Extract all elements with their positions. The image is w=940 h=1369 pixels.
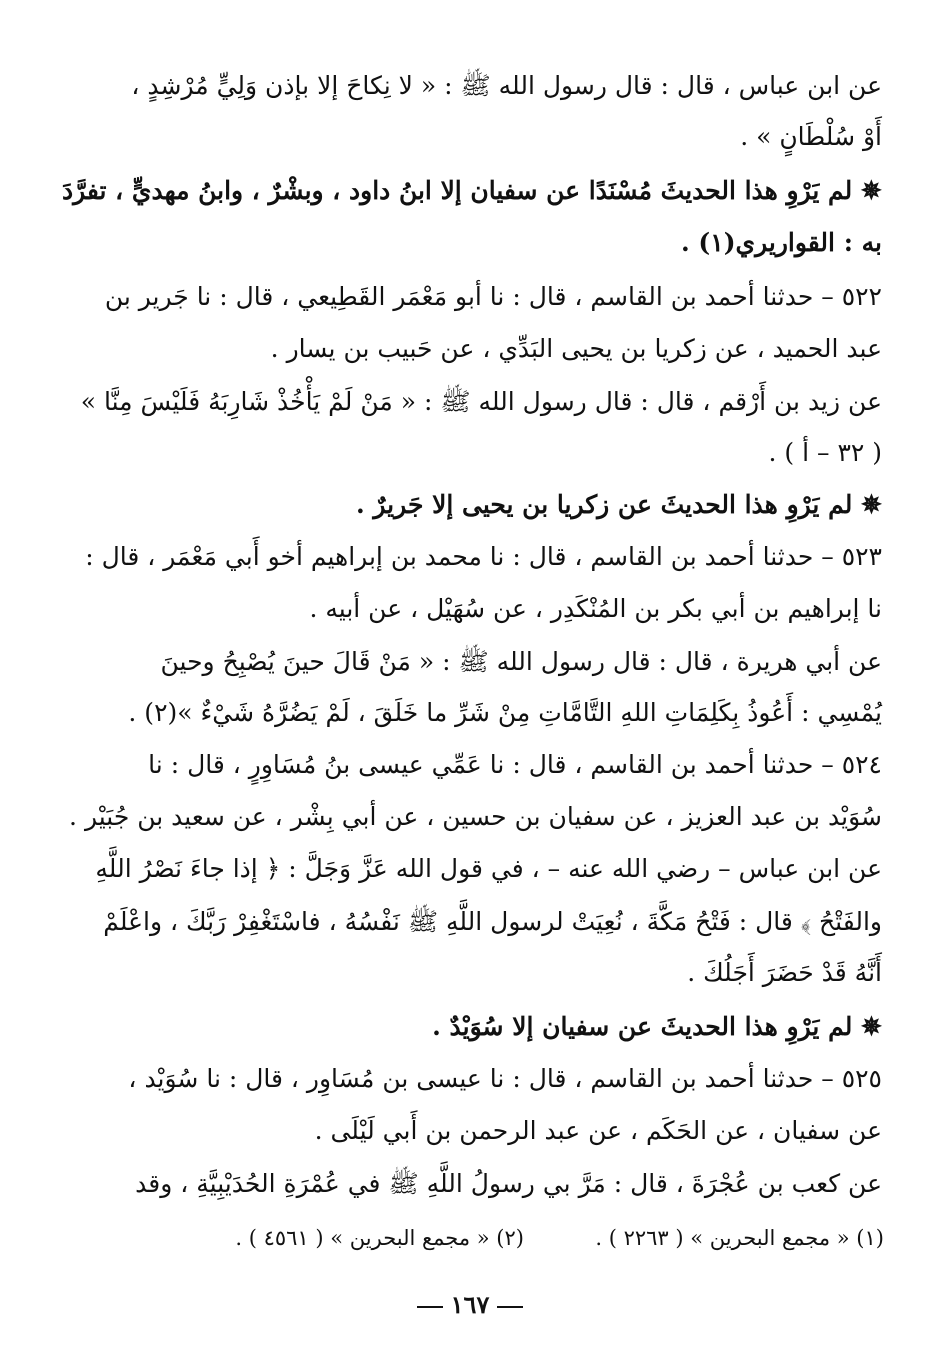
text-line: به : القواريري(١) . bbox=[681, 228, 882, 257]
text-line: عن ابن عباس – رضي الله عنه – ، في قول الله عَزَّ وَجَلَّ : ﴿ إذا جاءَ نَصْرُ اللَّهِ bbox=[95, 854, 882, 883]
text-line: ٥٢٤ – حدثنا أحمد بن القاسم ، قال : نا عَمِّي عيسى بنُ مُسَاوِرٍ ، قال : نا bbox=[148, 750, 882, 779]
text-line: ٥٢٢ – حدثنا أحمد بن القاسم ، قال : نا أبو مَعْمَر القَطِيعي ، قال : نا جَرير بن bbox=[104, 282, 882, 311]
text-line: ( ٣٢ – أ ) . bbox=[768, 438, 882, 467]
text-line: عن ابن عباس ، قال : قال رسول الله ﷺ : « لا نِكاحَ إلا بإذن وَلِيٍّ مُرْشِدٍ ، bbox=[131, 71, 882, 100]
page-number-text: ١٦٧ bbox=[450, 1290, 490, 1319]
text-line: أَنَّهُ قَدْ حَضَرَ أَجَلُكَ . bbox=[687, 958, 882, 987]
text-line: ٥٢٣ – حدثنا أحمد بن القاسم ، قال : نا محمد بن إبراهيم أخو أَبي مَعْمَر ، قال : bbox=[85, 542, 882, 571]
text-line: ✵ لم يَرْوِ هذا الحديثَ عن زكريا بن يحيى إلا جَريرٌ . bbox=[355, 490, 882, 519]
text-line: والفَتْحُ ﴾ قال : فَتْحُ مَكَّةَ ، نُعِيَتْ لرسول اللَّهِ ﷺ نَفْسُهُ ، فاسْتَغْفِرْ رَبَّكَ ، واعْلَمْ bbox=[103, 907, 882, 936]
text-line: ✵ لم يَرْوِ هذا الحديثَ مُسْنَدًا عن سفيان إلا ابنُ داود ، وبشْرٌ ، وابنُ مهديٍّ ، تفرَّدَ bbox=[62, 176, 882, 205]
text-line: عن سفيان ، عن الحَكَم ، عن عبد الرحمن بن أَبي لَيْلَى . bbox=[314, 1116, 882, 1145]
text-line: ٥٢٥ – حدثنا أحمد بن القاسم ، قال : نا عيسى بن مُسَاوِر ، قال : نا سُوَيْد ، bbox=[128, 1064, 882, 1093]
footnote-2: (٢) « مجمع البحرين » ( ٤٥٦١ ) . bbox=[235, 1226, 524, 1250]
text-line: عن زيد بن أَرْقم ، قال : قال رسول الله ﷺ : « مَنْ لَمْ يَأْخُذْ شَارِبَهُ فَلَيْسَ مِنَّا » bbox=[80, 387, 882, 416]
page-number-dash-left bbox=[497, 1306, 523, 1308]
text-line: عن أبي هريرة ، قال : قال رسول الله ﷺ : « مَنْ قَالَ حينَ يُصْبِحُ وحينَ bbox=[160, 647, 882, 676]
text-line: عبد الحميد ، عن زكريا بن يحيى البَدِّي ، عن حَبيب بن يسار . bbox=[270, 334, 882, 363]
text-line: سُوَيْد بن عبد العزيز ، عن سفيان بن حسين ، عن أبي بِشْر ، عن سعيد بن جُبَيْر . bbox=[69, 802, 882, 831]
text-line: عن كعب بن عُجْرَةَ ، قال : مَرَّ بي رسولُ اللَّهِ ﷺ في عُمْرَةِ الحُدَيْبِيَّةِ ، وقد bbox=[135, 1169, 882, 1198]
footnote-1: (١) « مجمع البحرين » ( ٢٢٦٣ ) . bbox=[595, 1226, 884, 1250]
text-line: يُمْسِي : أَعُوذُ بِكَلِمَاتِ اللهِ التَّامَّاتِ مِنْ شَرِّ ما خَلَقَ ، لَمْ يَضُرَّهُ شَيْءٌ »(٢) . bbox=[128, 698, 882, 727]
text-line: أَوْ سُلْطَانٍ » . bbox=[740, 122, 882, 151]
text-line: ✵ لم يَرْوِ هذا الحديثَ عن سفيان إلا سُوَيْدٌ . bbox=[432, 1012, 882, 1041]
page-number-dash-right bbox=[417, 1306, 443, 1308]
page-number bbox=[0, 1290, 940, 1319]
text-line: نا إبراهيم بن أبي بكر بن المُنْكَدِر ، عن سُهَيْل ، عن أبيه . bbox=[309, 594, 882, 623]
